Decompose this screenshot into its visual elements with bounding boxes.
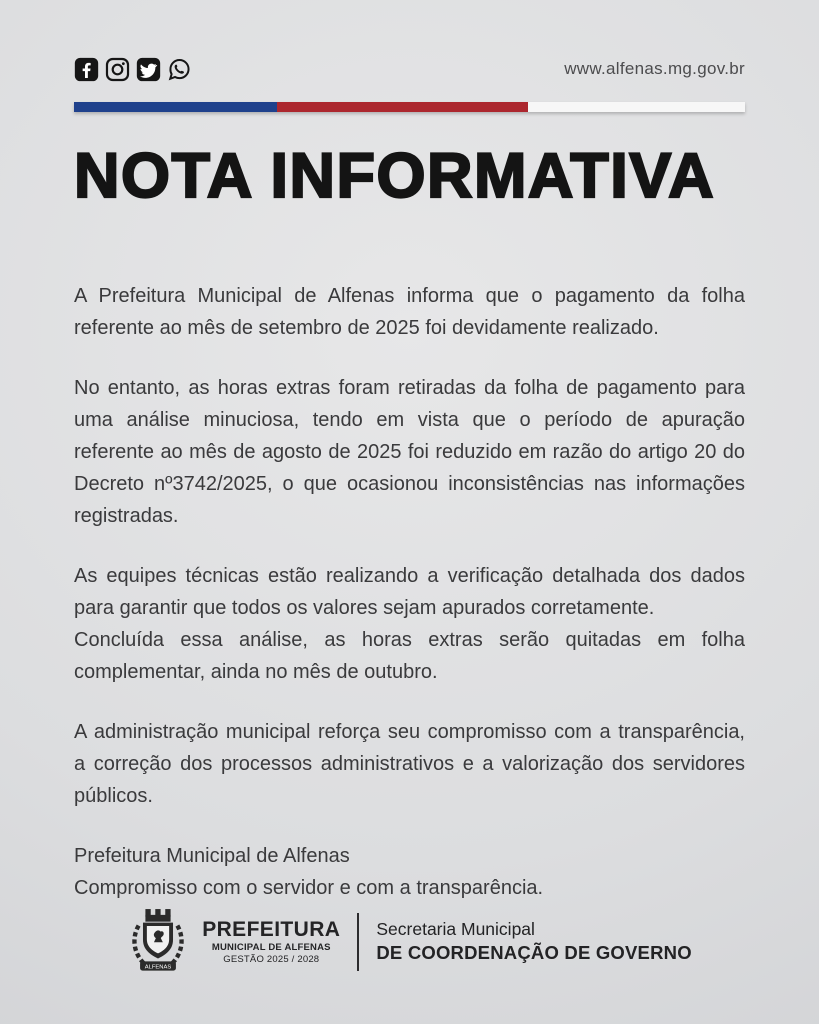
paragraph-commitment: A administração municipal reforça seu compromisso com a transparência, a correção dos processos administrativos e a valorização dos servidores públicos. — [74, 721, 745, 808]
footer-vertical-divider — [357, 913, 359, 971]
instagram-icon — [105, 57, 130, 82]
top-bar — [74, 56, 745, 82]
coat-of-arms-icon — [127, 906, 189, 978]
prefeitura-brand — [202, 919, 340, 965]
divider-red-segment — [277, 102, 527, 112]
paragraph-overtime-removed: No entanto, as horas extras foram retiradas da folha de pagamento para uma análise minuciosa, tendo em vista que o período de apuração referente ao mês de agosto de 2025 foi reduzido em razão do artigo 20 do Decreto nº3742/2025, o que ocasionou inconsistências nas informações registradas. — [74, 377, 745, 528]
tricolor-divider — [74, 102, 745, 112]
signature-block — [74, 840, 745, 904]
secretariat-block — [376, 919, 691, 964]
website-url: www.alfenas.mg.gov.br — [564, 59, 745, 78]
secretariat-line1: Secretaria Municipal — [376, 919, 535, 940]
whatsapp-icon — [167, 57, 192, 82]
svg-text:ALFENAS: ALFENAS — [144, 964, 172, 971]
secretariat-line2: DE COORDENAÇÃO DE GOVERNO — [376, 942, 692, 964]
signature-motto: Compromisso com o servidor e com a transparência. — [74, 877, 544, 900]
paragraph-payment-made: A Prefeitura Municipal de Alfenas informa que o pagamento da folha referente ao mês de setembro de 2025 foi devidamente realizado. — [74, 285, 745, 340]
twitter-icon — [136, 57, 161, 82]
social-icons — [74, 57, 192, 82]
divider-blue-segment — [74, 102, 277, 112]
signature-entity: Prefeitura Municipal de Alfenas — [74, 845, 350, 868]
brand-subtitle: MUNICIPAL DE ALFENAS — [211, 942, 331, 954]
brand-term: GESTÃO 2025 / 2028 — [223, 954, 320, 966]
paragraph-supplementary-payroll: Concluída essa análise, as horas extras serão quitadas em folha complementar, ainda no mês de outubro. — [74, 629, 745, 684]
divider-white-segment — [528, 102, 745, 112]
page-title: NOTA INFORMATIVA — [74, 141, 716, 211]
footer-logo-block — [74, 906, 745, 978]
brand-name: PREFEITURA — [202, 918, 341, 941]
facebook-icon — [74, 57, 99, 82]
paragraph-technical-teams: As equipes técnicas estão realizando a verificação detalhada dos dados para garantir que todos os valores sejam apurados corretamente. — [74, 565, 745, 620]
